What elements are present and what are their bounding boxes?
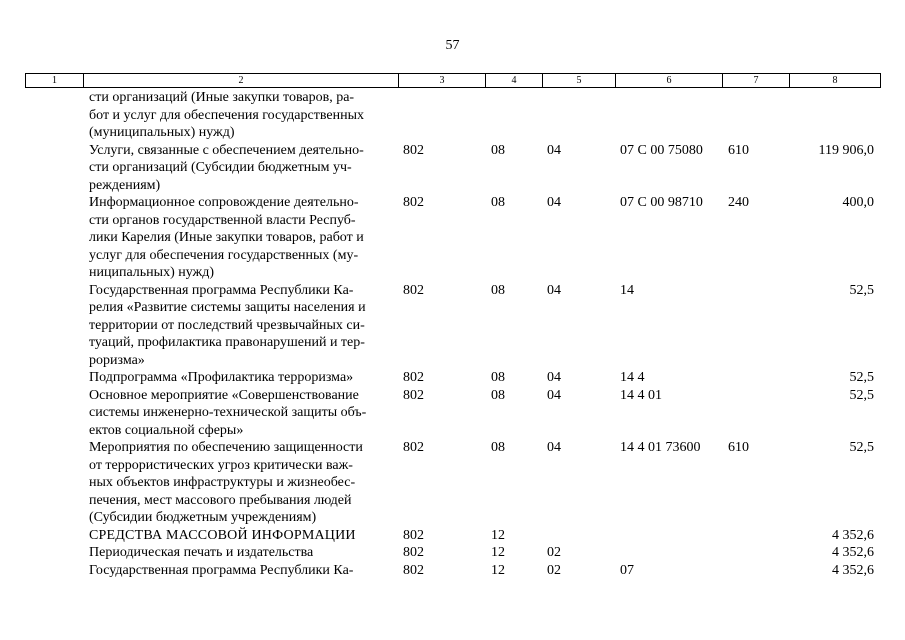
name-line: системы инженерно-технической защиты объ-	[89, 405, 367, 420]
name-line: ектов социальной сферы»	[89, 422, 244, 438]
row-name	[89, 282, 391, 370]
ministry-code: 802	[403, 387, 424, 403]
row-name	[89, 387, 391, 440]
subsection-code: 04	[547, 370, 561, 385]
amount: 4 352,6	[832, 545, 874, 560]
section-code: 08	[491, 440, 505, 455]
header-col-7: 7	[723, 74, 790, 87]
table-row	[0, 194, 905, 282]
target-article-code: 14 4	[620, 370, 645, 385]
name-line: Периодическая печать и издательства	[89, 545, 314, 560]
header-col-3: 3	[399, 74, 486, 87]
header-col-8: 8	[832, 75, 838, 86]
header-col-5: 5	[543, 74, 616, 87]
table-row	[0, 142, 905, 195]
name-line: СРЕДСТВА МАССОВОЙ ИНФОРМАЦИИ	[89, 527, 356, 543]
ministry-code: 802	[403, 370, 424, 385]
target-article-code: 07	[620, 562, 634, 578]
section-code: 08	[491, 282, 505, 298]
section-code: 12	[491, 527, 505, 543]
name-line: от террористических угроз критически важ-	[89, 457, 353, 473]
subsection-code: 04	[547, 195, 561, 210]
name-line: релия «Развитие системы защиты населения и	[89, 300, 366, 315]
header-col-6: 6	[616, 74, 723, 87]
row-name	[89, 142, 391, 195]
expense-type-code: 610	[728, 440, 749, 455]
table-row	[0, 562, 905, 580]
subsection-code: 04	[547, 282, 561, 298]
header-col-1: 1	[26, 74, 84, 87]
section-code: 08	[491, 387, 505, 403]
name-line: роризма»	[89, 352, 145, 368]
subsection-code: 02	[547, 562, 561, 578]
name-line: территории от последствий чрезвычайных си-	[89, 317, 365, 333]
name-line: Информационное сопровождение деятельно-	[89, 195, 359, 210]
expense-type-code: 610	[728, 142, 749, 158]
ministry-code: 802	[403, 545, 424, 560]
name-line: Государственная программа Республики Ка-	[89, 562, 354, 578]
section-code: 08	[491, 195, 505, 210]
name-line: (Субсидии бюджетным учреждениям)	[89, 510, 317, 525]
row-name	[89, 89, 391, 142]
row-name	[89, 562, 391, 580]
row-name	[89, 439, 391, 527]
row-name	[89, 527, 391, 545]
name-line: туаций, профилактика правонарушений и тер-	[89, 335, 365, 350]
ministry-code: 802	[403, 142, 424, 158]
name-line: сти органов государственной власти Респуб-	[89, 212, 356, 228]
table-row	[0, 387, 905, 440]
subsection-code: 04	[547, 440, 561, 455]
amount: 52,5	[849, 387, 874, 403]
subsection-code: 04	[547, 142, 561, 158]
subsection-code: 04	[547, 387, 561, 403]
name-line: сти организаций (Иные закупки товаров, ра-	[89, 90, 355, 105]
page-number: 57	[445, 38, 460, 53]
name-line: Мероприятия по обеспечению защищенности	[89, 440, 363, 455]
name-line: печения, мест массового пребывания людей	[89, 492, 352, 508]
section-code: 08	[491, 142, 505, 158]
row-name	[89, 194, 391, 282]
amount: 119 906,0	[818, 142, 874, 158]
table-row	[0, 544, 905, 562]
table-body	[0, 89, 905, 579]
amount: 4 352,6	[832, 562, 874, 578]
name-line: Основное мероприятие «Совершенствование	[89, 387, 359, 403]
ministry-code: 802	[403, 282, 424, 298]
name-line: бот и услуг для обеспечения государственных	[89, 107, 364, 123]
section-code: 12	[491, 545, 505, 560]
section-code: 12	[491, 562, 505, 578]
table-row	[0, 527, 905, 545]
row-name	[89, 369, 391, 387]
name-line: реждениям)	[89, 177, 161, 193]
amount: 4 352,6	[832, 527, 874, 543]
table-row	[0, 282, 905, 370]
name-line: услуг для обеспечения государственных (му-	[89, 247, 359, 263]
target-article-code: 07 С 00 98710	[620, 195, 703, 210]
expense-type-code: 240	[728, 195, 749, 210]
header-col-4: 4	[486, 74, 543, 87]
name-line: ниципальных) нужд)	[89, 265, 214, 280]
target-article-code: 14 4 01 73600	[620, 440, 701, 455]
ministry-code: 802	[403, 195, 424, 210]
table-row	[0, 439, 905, 527]
name-line: (муниципальных) нужд)	[89, 125, 235, 140]
amount: 52,5	[849, 440, 874, 455]
ministry-code: 802	[403, 562, 424, 578]
name-line: сти организаций (Субсидии бюджетным уч-	[89, 160, 352, 175]
name-line: Государственная программа Республики Ка-	[89, 282, 354, 298]
ministry-code: 802	[403, 440, 424, 455]
name-line: Услуги, связанные с обеспечением деятельно-	[89, 142, 364, 158]
amount: 52,5	[849, 282, 874, 298]
subsection-code: 02	[547, 545, 561, 560]
name-line: ных объектов инфраструктуры и жизнеобес-	[89, 475, 356, 490]
table-row	[0, 369, 905, 387]
target-article-code: 07 С 00 75080	[620, 142, 703, 158]
name-line: лики Карелия (Иные закупки товаров, работ и	[89, 230, 364, 245]
row-name	[89, 544, 391, 562]
amount: 400,0	[842, 195, 874, 210]
ministry-code: 802	[403, 527, 424, 543]
section-code: 08	[491, 370, 505, 385]
target-article-code: 14 4 01	[620, 387, 662, 403]
name-line: Подпрограмма «Профилактика терроризма»	[89, 370, 354, 385]
header-col-2: 2	[84, 74, 399, 87]
target-article-code: 14	[620, 282, 634, 298]
amount: 52,5	[849, 370, 874, 385]
table-row	[0, 89, 905, 142]
table-header	[25, 73, 881, 88]
